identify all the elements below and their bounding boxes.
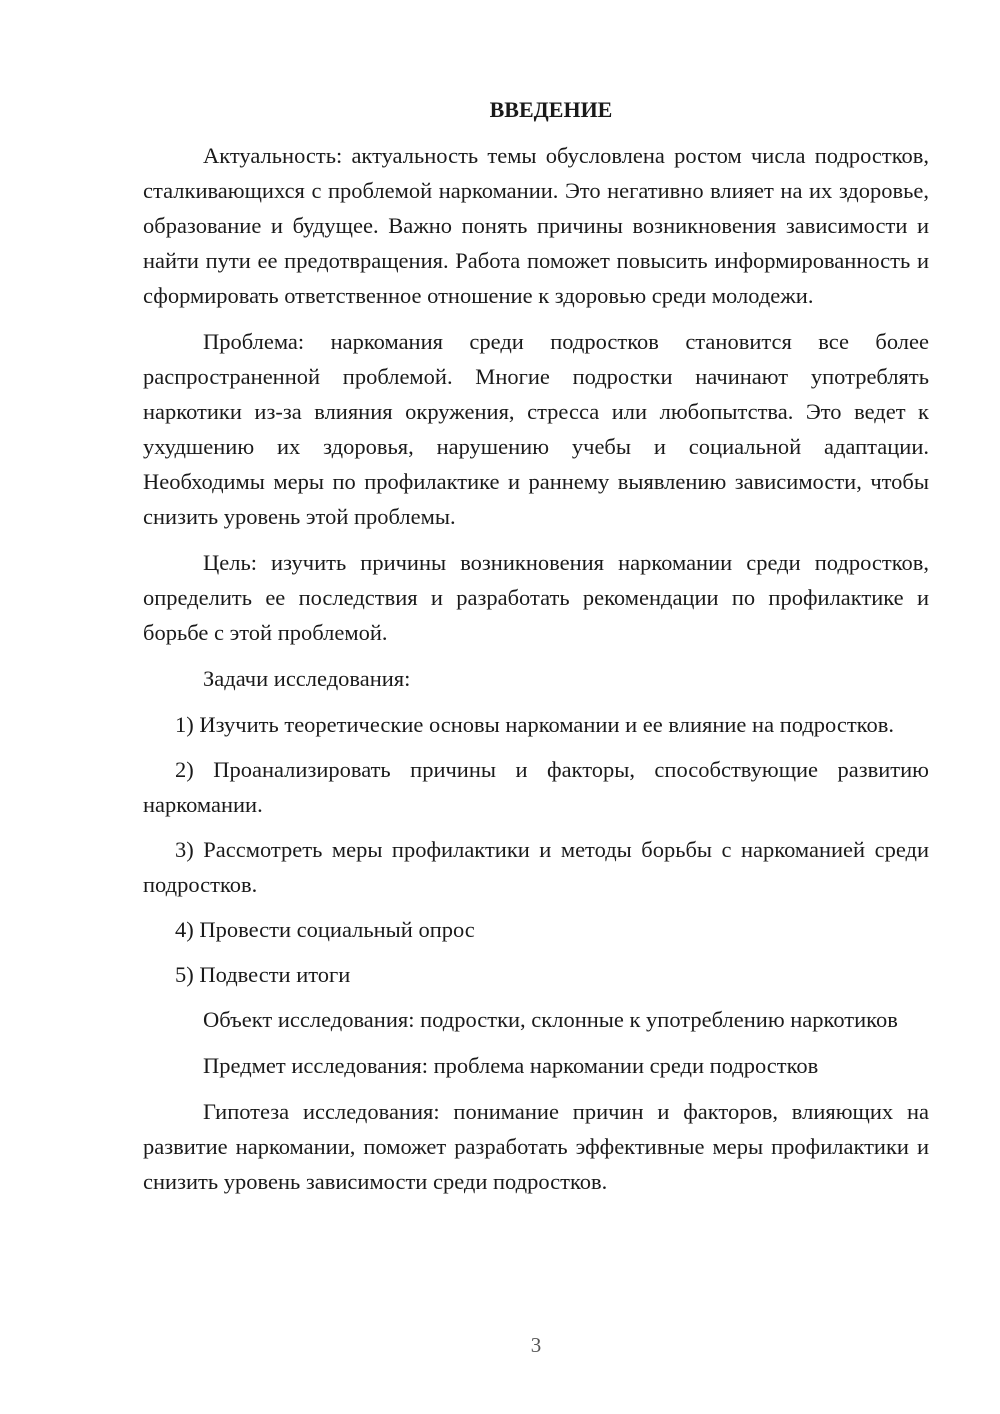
task-item-4: 4) Провести социальный опрос bbox=[175, 917, 475, 942]
document-title: ВВЕДЕНИЕ bbox=[489, 97, 613, 122]
research-hypothesis-paragraph: Гипотеза исследования: понимание причин и факторов, влияющих на развитие наркомании, поможет разработать эффективные меры профилактики и снизить уровень зависимости среди подростков. bbox=[143, 1099, 929, 1194]
document-body bbox=[143, 94, 929, 1210]
task-item-5: 5) Подвести итоги bbox=[175, 962, 351, 987]
research-subject-paragraph: Предмет исследования: проблема наркомании среди подростков bbox=[203, 1053, 819, 1078]
tasks-heading: Задачи исследования: bbox=[203, 666, 411, 691]
goal-paragraph: Цель: изучить причины возникновения наркомании среди подростков, определить ее последствия и разработать рекомендации по профилактике и борьбе с этой проблемой. bbox=[143, 550, 929, 645]
relevance-paragraph: Актуальность: актуальность темы обусловлена ростом числа подростков, сталкивающихся с проблемой наркомании. Это негативно влияет на их здоровье, образование и будущее. Важно понять причины возникновения зависимости и найти пути ее предотвращения. Работа поможет повысить информированность и сформировать ответственное отношение к здоровью среди молодежи. bbox=[143, 143, 929, 308]
task-item-2: 2) Проанализировать причины и факторы, способствующие развитию наркомании. bbox=[143, 757, 929, 817]
page-number: 3 bbox=[530, 1333, 542, 1357]
problem-paragraph: Проблема: наркомания среди подростков становится все более распространенной проблемой. Многие подростки начинают употреблять наркотики из-за влияния окружения, стресса или любопытства. Это ведет к ухудшению их здоровья, нарушению учебы и социальной адаптации. Необходимы меры по профилактике и раннему выявлению зависимости, чтобы снизить уровень этой проблемы. bbox=[143, 329, 929, 529]
task-item-1: 1) Изучить теоретические основы наркомании и ее влияние на подростков. bbox=[175, 712, 894, 737]
research-object-paragraph: Объект исследования: подростки, склонные к употреблению наркотиков bbox=[203, 1007, 898, 1032]
task-item-3: 3) Рассмотреть меры профилактики и методы борьбы с наркоманией среди подростков. bbox=[143, 837, 929, 897]
